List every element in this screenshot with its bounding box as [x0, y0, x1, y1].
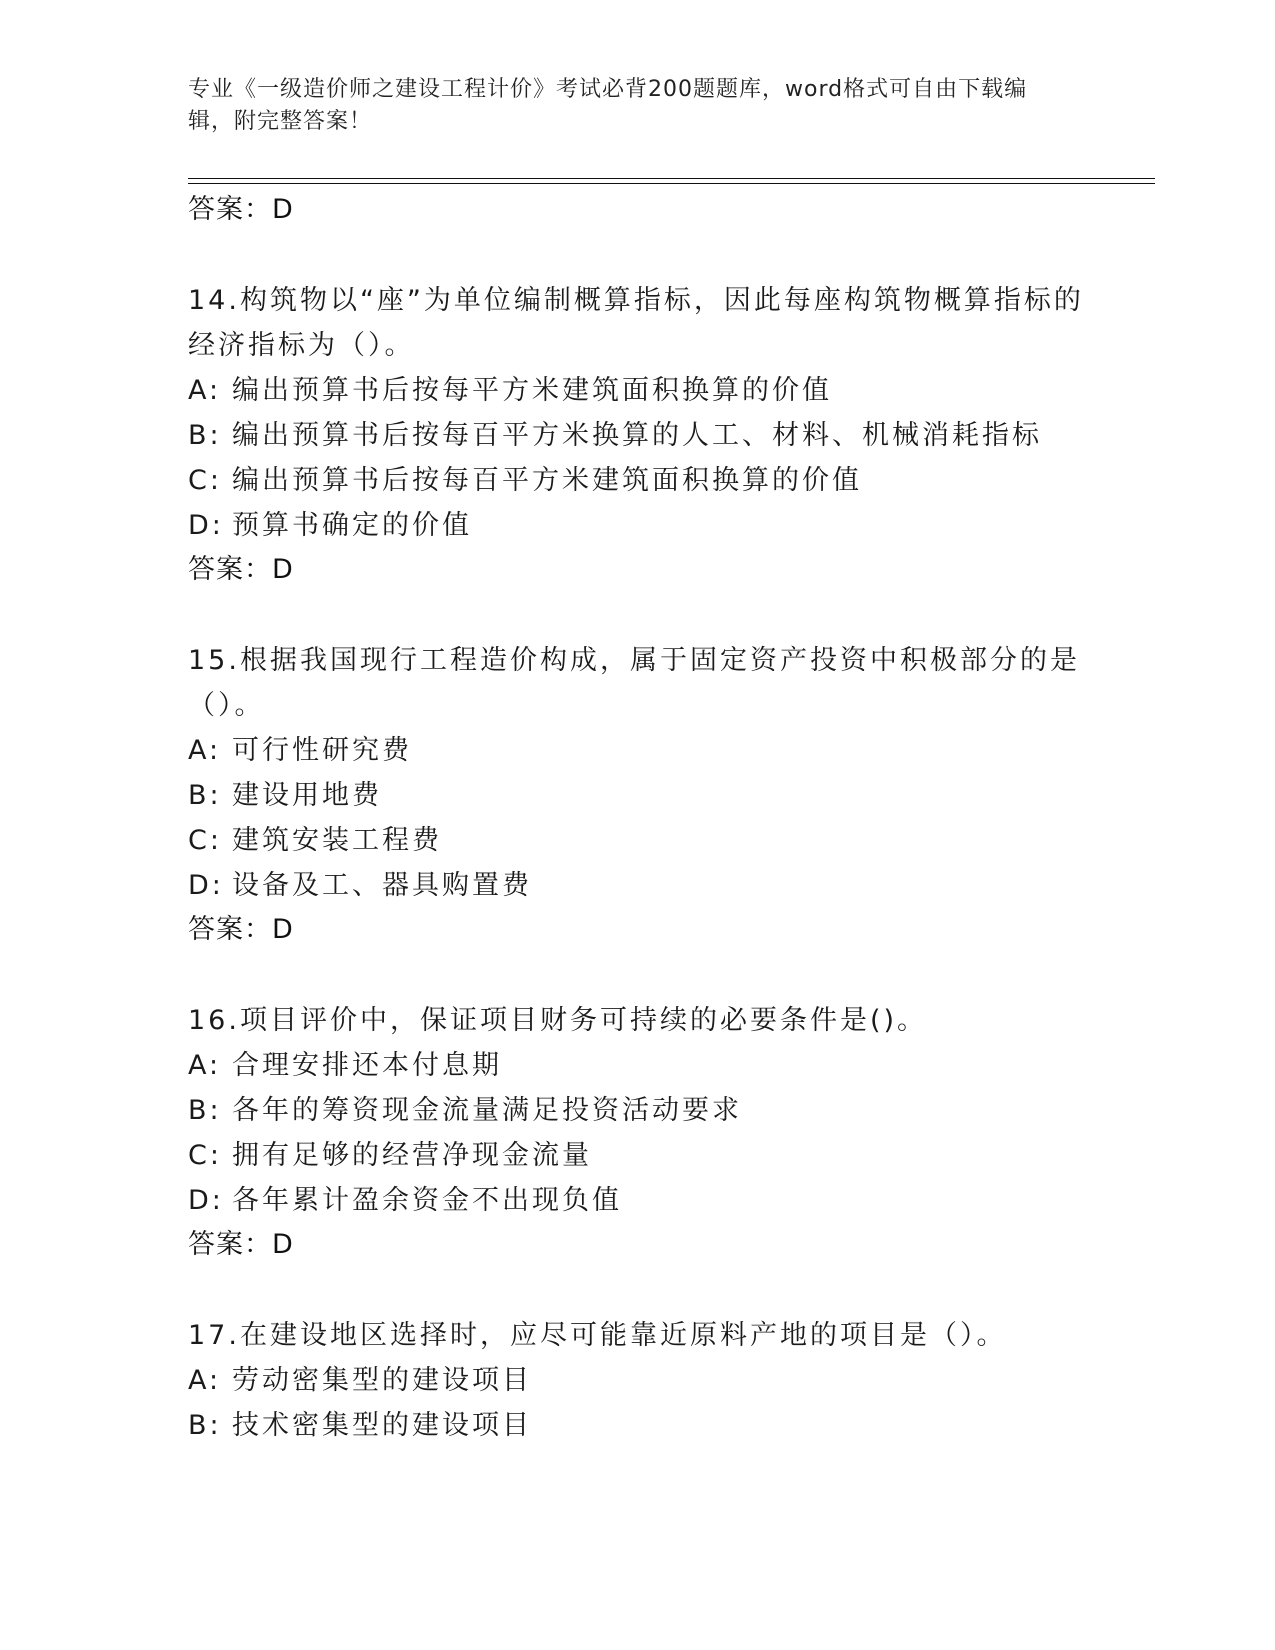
option-b — [188, 1403, 1088, 1448]
option-text: 劳动密集型的建设项目 — [232, 1365, 532, 1396]
question-stem: 16.项目评价中，保证项目财务可持续的必要条件是()。 — [188, 1005, 928, 1036]
option-b — [188, 1088, 1088, 1133]
option-text: 预算书确定的价值 — [232, 510, 472, 541]
option-text: 合理安排还本付息期 — [232, 1050, 502, 1081]
option-c — [188, 818, 1088, 863]
option-a — [188, 728, 1088, 773]
option-a — [188, 1043, 1088, 1088]
option-text: 拥有足够的经营净现金流量 — [232, 1140, 592, 1171]
option-text: 编出预算书后按每百平方米换算的人工、材料、机械消耗指标 — [232, 420, 1042, 451]
option-text: 设备及工、器具购置费 — [232, 870, 532, 901]
option-d — [188, 863, 1088, 908]
option-b — [188, 413, 1088, 458]
document-header: 专业《一级造价师之建设工程计价》考试必背200题题库，word格式可自由下载编辑，附完整答案！ — [188, 77, 1028, 134]
option-letter: D: — [188, 510, 224, 541]
option-letter: B: — [188, 1095, 222, 1126]
option-a — [188, 1358, 1088, 1403]
option-text: 技术密集型的建设项目 — [232, 1410, 532, 1441]
question-14 — [188, 278, 1088, 592]
option-text: 建设用地费 — [232, 780, 382, 811]
option-b — [188, 773, 1088, 818]
answer-line: 答案：D — [188, 914, 294, 945]
option-c — [188, 1133, 1088, 1178]
option-letter: D: — [188, 870, 224, 901]
option-letter: C: — [188, 1140, 222, 1171]
option-letter: C: — [188, 825, 222, 856]
header-rule-bottom — [188, 183, 1155, 184]
option-letter: C: — [188, 465, 222, 496]
option-d — [188, 503, 1088, 548]
option-text: 各年的筹资现金流量满足投资活动要求 — [232, 1095, 742, 1126]
question-stem: 14.构筑物以“座”为单位编制概算指标，因此每座构筑物概算指标的经济指标为（）。 — [188, 285, 1084, 361]
option-text: 各年累计盈余资金不出现负值 — [232, 1185, 622, 1216]
option-letter: B: — [188, 420, 222, 451]
option-d — [188, 1178, 1088, 1223]
option-c — [188, 458, 1088, 503]
option-a — [188, 368, 1088, 413]
question-15 — [188, 638, 1088, 952]
option-letter: A: — [188, 375, 222, 406]
option-letter: B: — [188, 780, 222, 811]
option-letter: B: — [188, 1410, 222, 1441]
option-text: 编出预算书后按每平方米建筑面积换算的价值 — [232, 375, 832, 406]
question-stem: 17.在建设地区选择时，应尽可能靠近原料产地的项目是（）。 — [188, 1320, 1007, 1351]
answer-line: 答案：D — [188, 554, 294, 585]
answer-line: 答案：D — [188, 1229, 294, 1260]
option-text: 可行性研究费 — [232, 735, 412, 766]
option-text: 编出预算书后按每百平方米建筑面积换算的价值 — [232, 465, 862, 496]
option-text: 建筑安装工程费 — [232, 825, 442, 856]
question-17 — [188, 1313, 1088, 1448]
question-stem: 15.根据我国现行工程造价构成，属于固定资产投资中积极部分的是（）。 — [188, 645, 1080, 721]
answer-line: 答案：D — [188, 194, 294, 225]
option-letter: A: — [188, 1050, 222, 1081]
question-list — [188, 188, 1088, 1448]
header-rule-top — [188, 178, 1155, 179]
option-letter: A: — [188, 735, 222, 766]
option-letter: A: — [188, 1365, 222, 1396]
question-16 — [188, 998, 1088, 1267]
option-letter: D: — [188, 1185, 224, 1216]
